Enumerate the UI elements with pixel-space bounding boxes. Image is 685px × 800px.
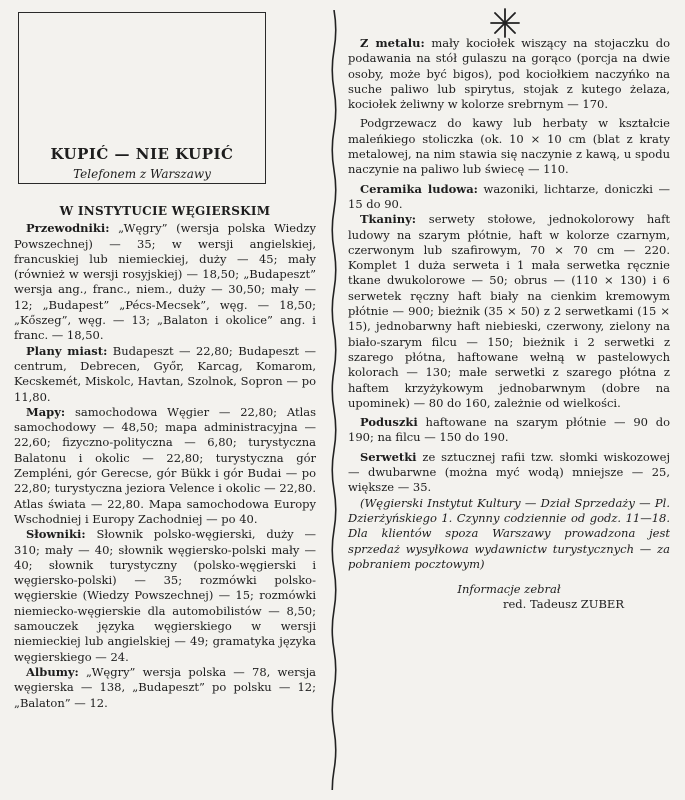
text-serwetki: ze sztucznej rafii tzw. słomki wiskozowej — dwubarwne (można myć wodą) mniejsze — 25, większe — 35. — [348, 449, 671, 495]
text-plany: Budapeszt — 22,80; Budapeszt — centrum, Debrecen, Győr, Karcag, Komarom, Kecskemét, Miskolc, Havtan, Szolnok, Sopron — po 11,80. — [14, 343, 316, 404]
headline: KUPIĆ — NIE KUPIĆ — [50, 145, 234, 163]
text-mapy: samochodowa Węgier — 22,80; Atlas samochodowy — 48,50; mapa administracyjna — 22,60; fizyczno-polityczna — 6,80; turystyczna Balatonu i okolic — 22,80; turystyczna gór Zempléni, gór Gerecse, gór Bükk i gór Budai — po 22,80; turystyczna jeziora Velence i okolic — 22,80. Atlas świata — 22,80. Mapa samochodowa Europy Wschodniej i Europy Zachodniej — po 40. — [14, 404, 317, 526]
right-column — [348, 36, 670, 613]
text-tkaniny: serwety stołowe, jednokolorowy haft ludowy na szarym płótnie, haft w kolorze czarnym, czerwonym lub szafirowym, 70 × 70 cm — 220. Komplet 1 duża serweta i 1 mała serwetka ręcznie tkane dwukolorowe — 50; obrus — (110 × 130) i 6 serwetek ręczny haft biały na cienkim kremowym płótnie — 900; bieżnik (35 × 50) z 2 serwetkami (15 × 15), jednobarwny haft niebieski, czerwony, zielony na biało-szarym filcu — 150; bieżnik i 2 serwetki z szarego płótna, haftowane wełną w pastelowych kolorach — 130; małe serwetki z szarego płótna z haftem krzyżykowym jednobarwnym (dobre na upominek) — 80 do 160, zależnie od wielkości. — [348, 212, 670, 410]
label-albumy: Albumy: — [26, 664, 79, 679]
label-ceramika: Ceramika ludowa: — [360, 181, 478, 196]
subheadline: Telefonem z Warszawy — [73, 167, 211, 181]
label-metal: Z metalu: — [360, 36, 425, 50]
label-tkaniny: Tkaniny: — [360, 212, 416, 227]
label-mapy: Mapy: — [26, 404, 66, 419]
text-ceramika: wazoniki, lichtarze, doniczki — 15 do 90. — [348, 181, 670, 211]
paragraph-podgrzewacz — [348, 116, 670, 177]
paragraph-address — [348, 496, 670, 572]
text-poduszki: haftowane na szarym płótnie — 90 do 190; na filcu — 150 do 190. — [348, 415, 670, 445]
text-albumy: „Węgry” wersja polska — 78, wersja węgierska — 138, „Budapeszt” po polsku — 12; „Balaton” — 12. — [14, 664, 317, 710]
text-przewodniki: „Węgry” (wersja polska Wiedzy Powszechnej) — 35; w wersji angielskiej, francuskiej lub niemieckiej, duży — 45; mały (również w wersji rosyjskiej) — 18,50; „Budapeszt” wersja ang., franc., niem., duży — 30,50; mały — 12; „Budapest” „Pécs-Mecsek”, węg. — 18,50; „Kőszeg”, węg. — 13; „Balaton i okolice” ang. i franc. — 18,50. — [14, 221, 316, 343]
text-metal: mały kociołek wiszący na stojaczku do podawania na stół gulaszu na gorąco (porcja na dwie osoby, może być bigos), pod kociołkiem naczyńko na suche paliwo lub spirytus, stojak z kutego żelaza, kociołek żeliwny w kolorze srebrnym — 170. — [348, 36, 670, 112]
paragraph-albumy — [14, 665, 316, 711]
info-line: Informacje zebrał — [457, 582, 561, 597]
paragraph-mapy — [14, 405, 316, 527]
label-plany: Plany miast: — [26, 343, 108, 358]
headline-box — [18, 12, 266, 184]
column-divider — [330, 10, 338, 790]
label-przewodniki: Przewodniki: — [26, 221, 110, 236]
byline: red. Tadeusz ZUBER — [503, 597, 624, 612]
label-poduszki: Poduszki — [360, 415, 418, 430]
paragraph-metal — [348, 36, 670, 112]
asterisk-star-icon — [488, 6, 522, 40]
paragraph-serwetki — [348, 450, 670, 496]
paragraph-przewodniki — [14, 221, 316, 343]
left-column — [14, 204, 316, 711]
paragraph-tkaniny — [348, 212, 670, 411]
label-slowniki: Słowniki: — [26, 527, 86, 542]
text-address: (Węgierski Instytut Kultury — Dział Sprzedaży — Pl. Dzierżyńskiego 1. Czynny codziennie od godz. 11—18. Dla klientów spoza Warszawy prowadzona jest sprzedaż wysyłkowa wydawnictw turystycznych — za pobraniem pocztowym) — [348, 495, 670, 571]
paragraph-poduszki — [348, 415, 670, 446]
section-title: W INSTYTUCIE WĘGIERSKIM — [59, 204, 271, 218]
text-podgrzewacz: Podgrzewacz do kawy lub herbaty w kształcie maleńkiego stoliczka (ok. 10 × 10 cm (blat z kraty metalowej, na nim stawia się naczynie z kawą, u spodu naczynie na paliwo lub świecę — 110. — [348, 116, 670, 177]
label-serwetki: Serwetki — [360, 449, 417, 464]
paragraph-slowniki — [14, 527, 316, 665]
text-slowniki: Słownik polsko-węgierski, duży — 310; mały — 40; słownik węgiersko-polski mały — 40; słownik turystyczny (polsko-węgierski i węgiersko-polski) — 35; rozmówki polsko-węgierskie (Wiedzy Powszechnej) — 15; rozmówki niemiecko-węgierskie dla automobilistów — 8,50; samouczek języka węgierskiego w wersji niemieckiej lub angielskiej — 49; gramatyka języka węgierskiego — 24. — [14, 527, 317, 664]
paragraph-ceramika — [348, 182, 670, 213]
paragraph-plany — [14, 344, 316, 405]
